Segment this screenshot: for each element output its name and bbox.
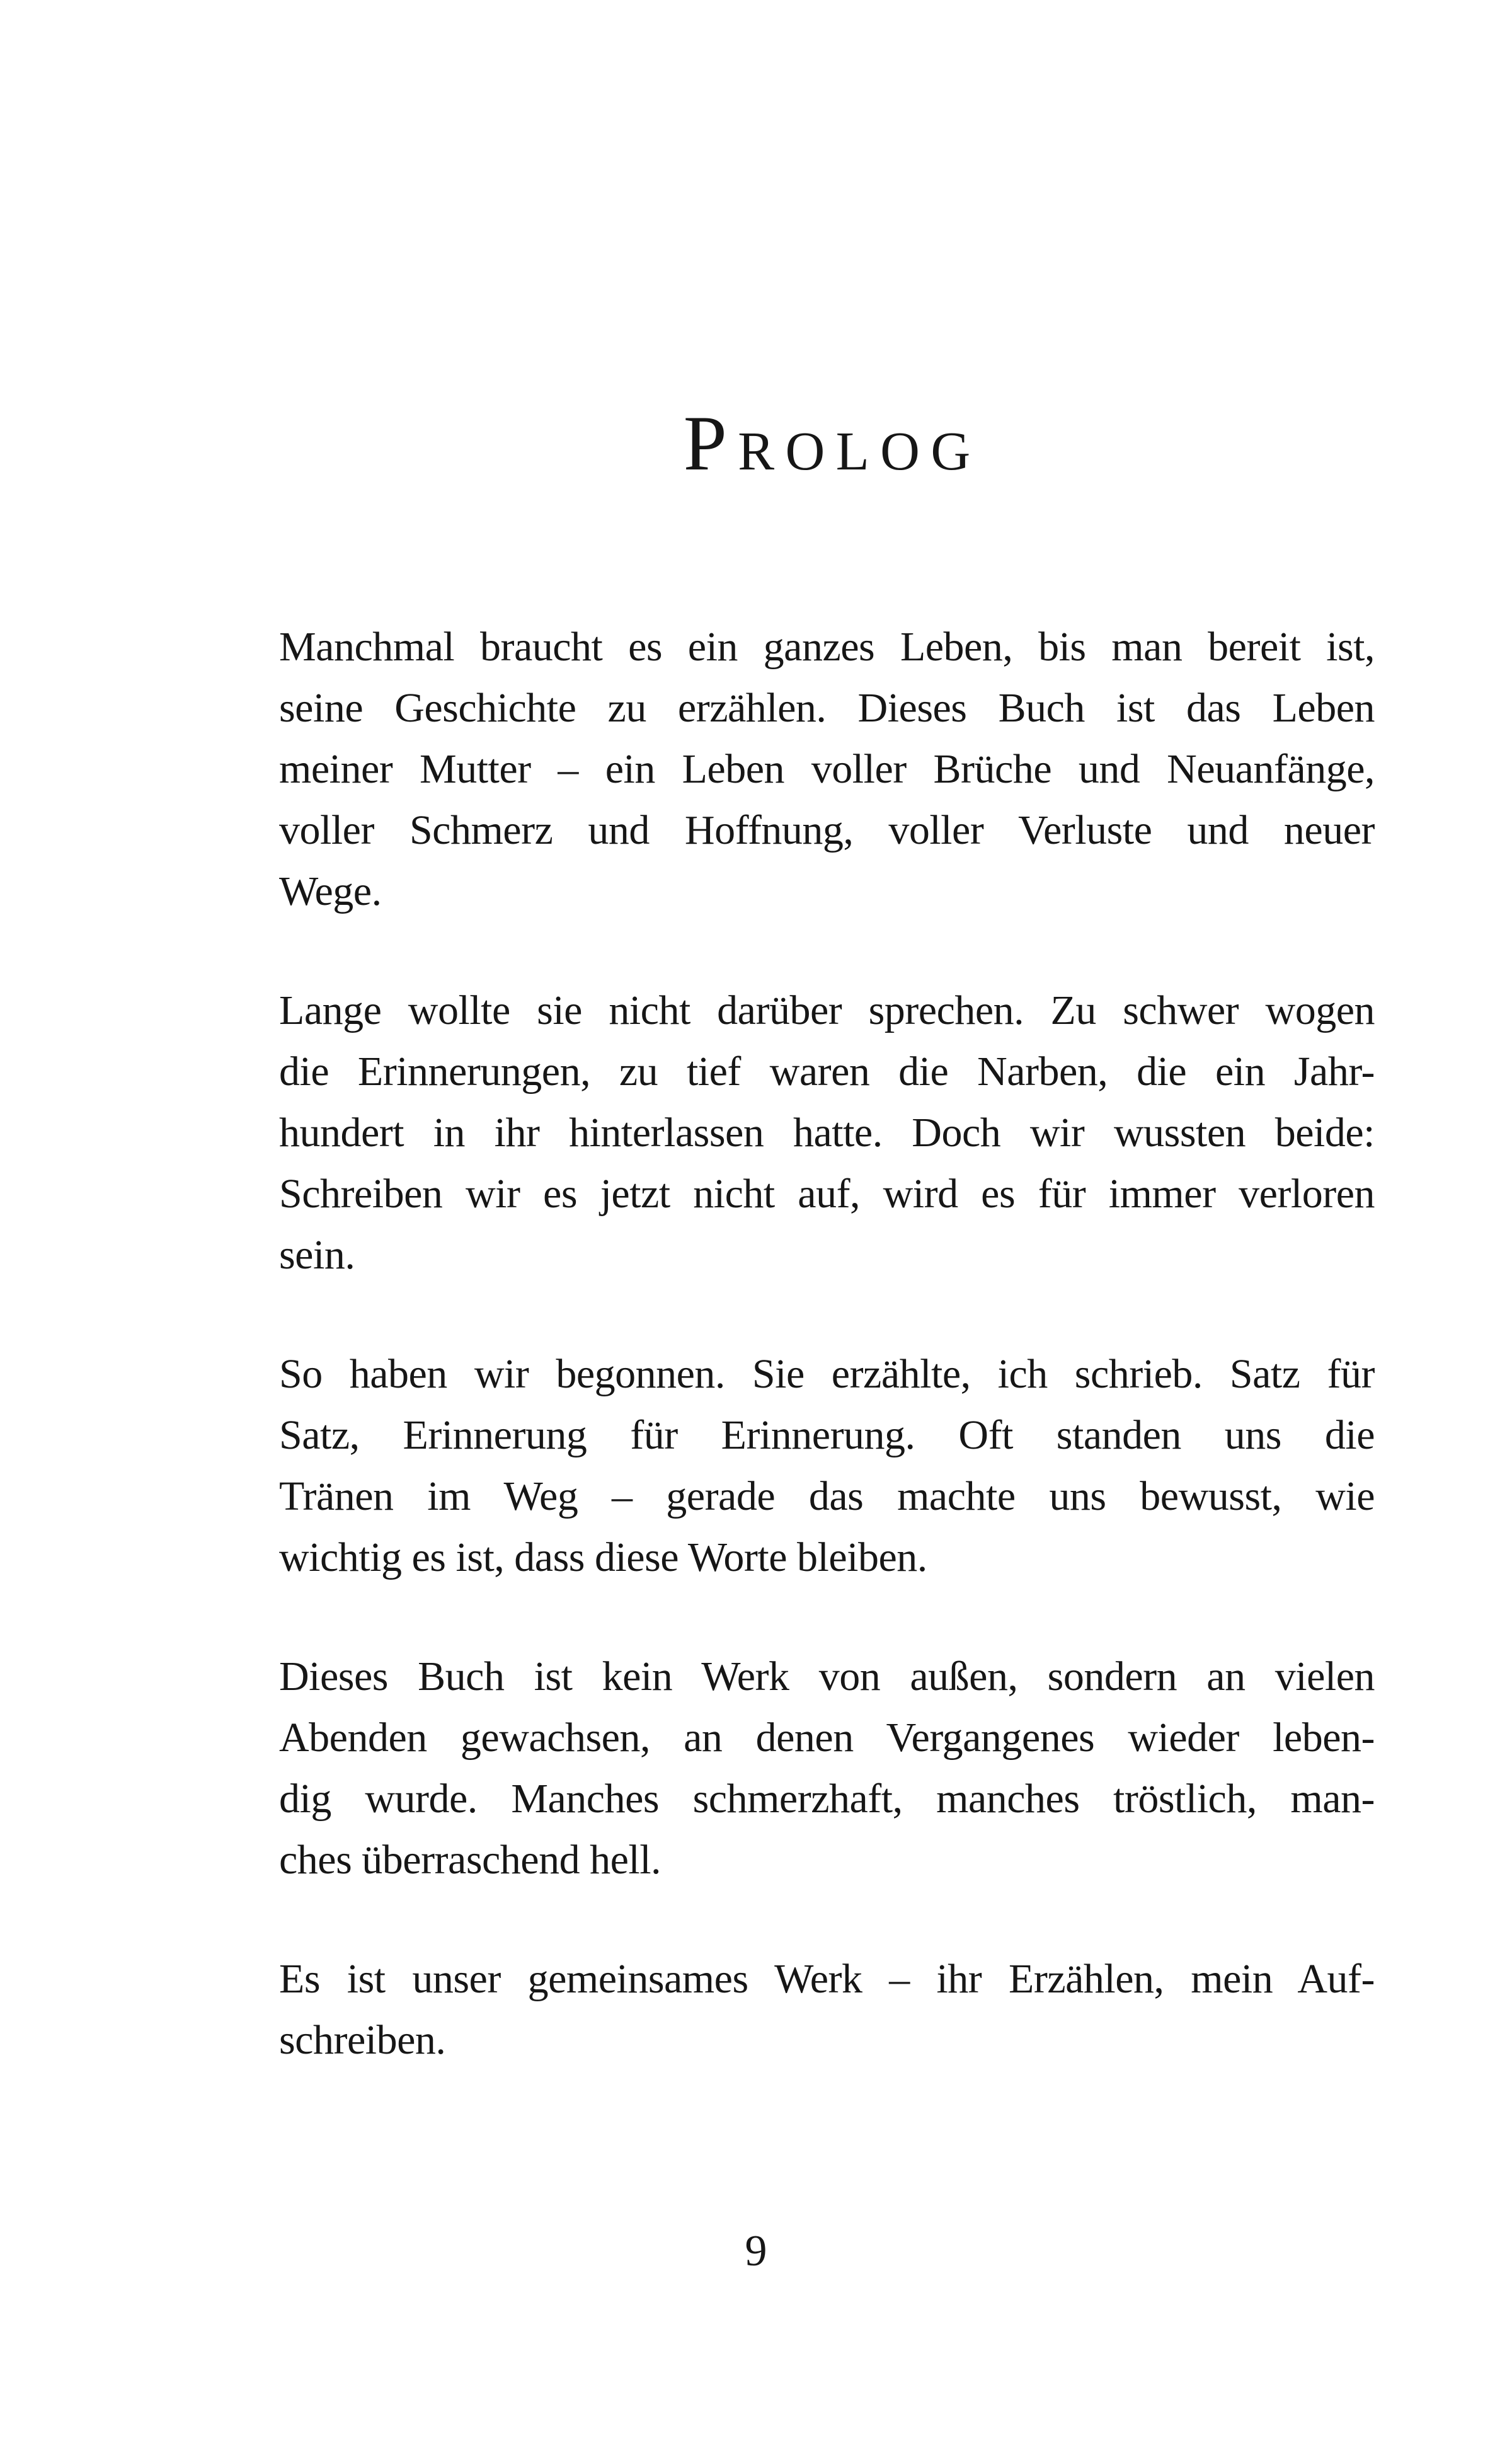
body-text <box>279 616 1375 2071</box>
text-line: sein. <box>279 1232 355 1278</box>
text-line: ches überraschend hell. <box>279 1837 662 1883</box>
page-number: 9 <box>745 2227 767 2275</box>
text-line: hundert in ihr hinterlassen hatte. Doch wir wussten beide: <box>279 1110 1375 1156</box>
text-line: Es ist unser gemeinsames Werk – ihr Erzählen, mein Auf- <box>279 1956 1375 2002</box>
text-line: Dieses Buch ist kein Werk von außen, sondern an vielen <box>279 1653 1375 1699</box>
paragraph <box>279 1948 1375 2071</box>
text-line: Lange wollte sie nicht darüber sprechen. Zu schwer wogen <box>279 987 1375 1033</box>
text-line: voller Schmerz und Hoffnung, voller Verluste und neuer <box>279 807 1375 853</box>
text-line: die Erinnerungen, zu tief waren die Narben, die ein Jahr- <box>279 1049 1375 1095</box>
text-line: dig wurde. Manches schmerzhaft, manches tröstlich, man- <box>279 1776 1375 1822</box>
chapter-title: Prolog <box>683 400 982 486</box>
paragraph <box>279 616 1375 922</box>
text-line: Satz, Erinnerung für Erinnerung. Oft standen uns die <box>279 1412 1375 1458</box>
text-line: So haben wir begonnen. Sie erzählte, ich schrieb. Satz für <box>279 1351 1375 1397</box>
text-line: Abenden gewachsen, an denen Vergangenes wieder leben- <box>279 1715 1375 1761</box>
paragraph <box>279 1343 1375 1588</box>
text-line: Wege. <box>279 868 382 914</box>
paragraph <box>279 1646 1375 1890</box>
text-line: Manchmal braucht es ein ganzes Leben, bis man bereit ist, <box>279 624 1375 670</box>
text-line: seine Geschichte zu erzählen. Dieses Buch ist das Leben <box>279 685 1375 731</box>
text-line: Tränen im Weg – gerade das machte uns bewusst, wie <box>279 1473 1375 1519</box>
page-content <box>279 0 1375 2129</box>
paragraph <box>279 980 1375 1285</box>
text-line: schreiben. <box>279 2017 446 2063</box>
text-line: meiner Mutter – ein Leben voller Brüche und Neuanfänge, <box>279 746 1375 792</box>
text-line: wichtig es ist, dass diese Worte bleiben. <box>279 1534 927 1580</box>
text-line: Schreiben wir es jetzt nicht auf, wird es für immer verloren <box>279 1171 1375 1217</box>
